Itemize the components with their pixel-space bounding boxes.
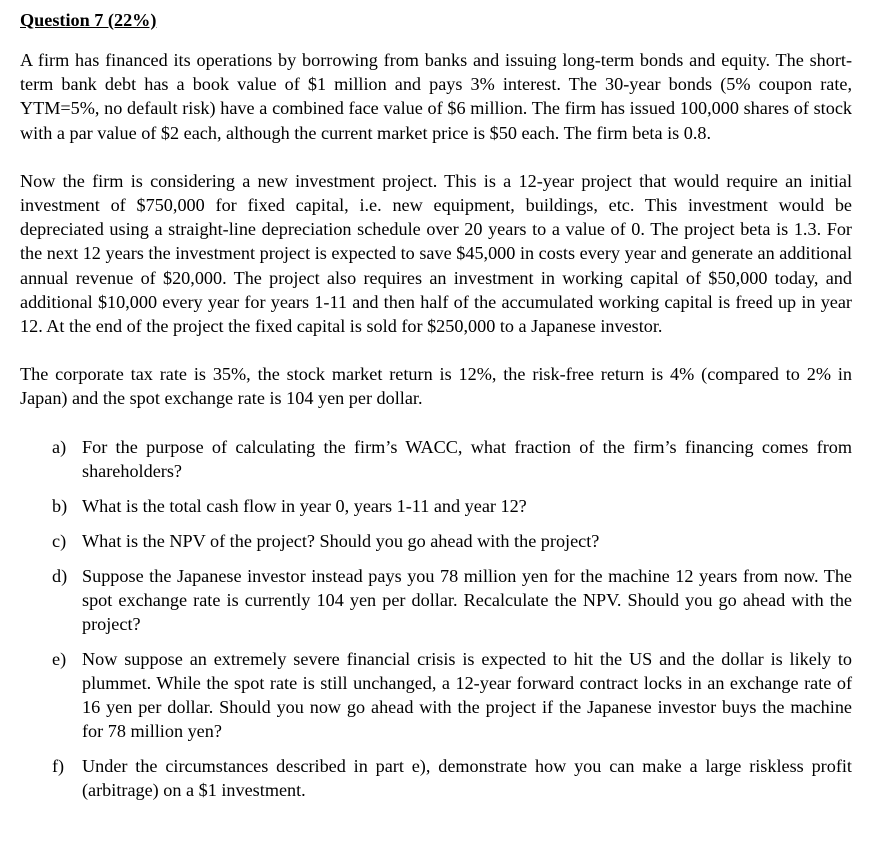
sub-question-label: d) xyxy=(52,565,68,586)
paragraph-rates: The corporate tax rate is 35%, the stock market return is 12%, the risk-free return is 4% (compared to 2% in Japan) and the spot exchange rate is 104 yen per dollar. xyxy=(20,364,852,409)
sub-question-text: What is the NPV of the project? Should you go ahead with the project? xyxy=(82,530,600,551)
sub-question-a xyxy=(20,435,852,483)
sub-question-text: Now suppose an extremely severe financial crisis is expected to hit the US and the dollar is likely to plummet. While the spot rate is still unchanged, a 12-year forward contract locks in an exchange rate of 16 yen per dollar. Should you now go ahead with the project if the Japanese investor buys the machine for 78 million yen? xyxy=(82,648,852,741)
sub-question-label: b) xyxy=(52,495,68,516)
sub-question-d xyxy=(20,564,852,636)
sub-question-label: f) xyxy=(52,755,65,776)
sub-question-label: c) xyxy=(52,530,67,551)
question-title: Question 7 (22%) xyxy=(20,10,157,30)
sub-question-c xyxy=(20,529,852,553)
document-page xyxy=(20,8,852,813)
sub-question-b xyxy=(20,494,852,518)
sub-question-list xyxy=(20,435,852,802)
sub-question-text: For the purpose of calculating the firm’s WACC, what fraction of the firm’s financing comes from shareholders? xyxy=(82,436,852,481)
sub-question-f xyxy=(20,754,852,802)
sub-question-text: Suppose the Japanese investor instead pays you 78 million yen for the machine 12 years from now. The spot exchange rate is currently 104 yen per dollar. Recalculate the NPV. Should you go ahead with the project? xyxy=(82,565,852,634)
sub-question-text: Under the circumstances described in part e), demonstrate how you can make a large riskless profit (arbitrage) on a $1 investment. xyxy=(82,755,852,800)
sub-question-text: What is the total cash flow in year 0, years 1-11 and year 12? xyxy=(82,495,527,516)
sub-question-e xyxy=(20,647,852,743)
sub-question-label: a) xyxy=(52,436,67,457)
paragraph-financing: A firm has financed its operations by borrowing from banks and issuing long-term bonds and equity. The short-term bank debt has a book value of $1 million and pays 3% interest. The 30-year bonds (5% coupon rate, YTM=5%, no default risk) have a combined face value of $6 million. The firm has issued 100,000 shares of stock with a par value of $2 each, although the current market price is $50 each. The firm beta is 0.8. xyxy=(20,50,852,143)
sub-question-label: e) xyxy=(52,648,67,669)
paragraph-project: Now the firm is considering a new investment project. This is a 12-year project that would require an initial investment of $750,000 for fixed capital, i.e. new equipment, buildings, etc. This investment would be depreciated using a straight-line depreciation schedule over 20 years to a value of 0. The project beta is 1.3. For the next 12 years the investment project is expected to save $45,000 in costs every year and generate an additional annual revenue of $20,000. The project also requires an investment in working capital of $50,000 today, and additional $10,000 every year for years 1-11 and then half of the accumulated working capital is freed up in year 12. At the end of the project the fixed capital is sold for $250,000 to a Japanese investor. xyxy=(20,170,852,337)
